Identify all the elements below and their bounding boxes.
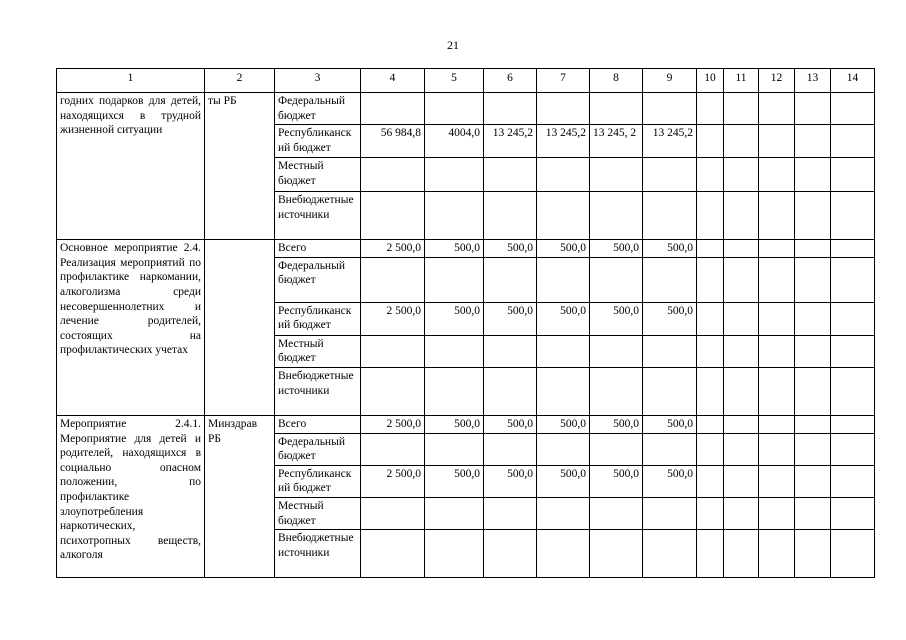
funding-source-cell: Всего [275,415,361,433]
amount-cell [361,367,425,415]
funding-source-cell: Внебюджетные источники [275,530,361,578]
amount-cell: 500,0 [537,302,590,335]
amount-cell: 500,0 [484,302,537,335]
amount-cell [425,257,484,302]
amount-cell [484,367,537,415]
empty-cell [795,530,831,578]
amount-cell [484,192,537,240]
amount-cell [643,192,697,240]
header-cell: 8 [590,69,643,93]
funding-source-cell: Внебюджетные источники [275,367,361,415]
funding-source-cell: Внебюджетные источники [275,192,361,240]
amount-cell: 500,0 [590,465,643,497]
empty-cell [759,240,795,258]
empty-cell [724,125,759,158]
measure-name-cell: Мероприятие 2.4.1. Мероприятие для детей и родителей, находящихся в социально опасном положении, по профилактике злоупотребления наркотических, психотропных веществ, алкоголя [57,415,205,577]
amount-cell [537,257,590,302]
executor-cell: Минздрав РБ [205,415,275,577]
amount-cell [484,497,537,529]
empty-cell [795,302,831,335]
empty-cell [831,192,875,240]
budget-table [56,68,875,578]
amount-cell [590,158,643,192]
empty-cell [831,465,875,497]
empty-cell [759,125,795,158]
amount-cell [484,158,537,192]
amount-cell: 500,0 [643,415,697,433]
header-cell: 3 [275,69,361,93]
funding-source-cell: Местный бюджет [275,335,361,367]
empty-cell [831,497,875,529]
amount-cell [537,192,590,240]
page-number: 21 [447,38,459,52]
amount-cell [484,335,537,367]
amount-cell [425,530,484,578]
amount-cell [361,93,425,125]
header-cell: 1 [57,69,205,93]
header-cell: 9 [643,69,697,93]
amount-cell [590,530,643,578]
header-cell: 10 [697,69,724,93]
amount-cell [643,158,697,192]
amount-cell [361,257,425,302]
amount-cell [425,367,484,415]
empty-cell [831,302,875,335]
amount-cell: 500,0 [537,240,590,258]
amount-cell: 2 500,0 [361,240,425,258]
empty-cell [795,257,831,302]
empty-cell [697,530,724,578]
amount-cell: 500,0 [643,465,697,497]
amount-cell [590,433,643,465]
amount-cell: 13 245,2 [537,125,590,158]
empty-cell [795,158,831,192]
funding-source-cell: Республиканский бюджет [275,465,361,497]
amount-cell: 500,0 [590,240,643,258]
amount-cell: 500,0 [590,302,643,335]
empty-cell [697,335,724,367]
measure-name-cell: годних подарков для детей, находящихся в трудной жизненной ситуации [57,93,205,240]
header-cell: 14 [831,69,875,93]
amount-cell [425,335,484,367]
empty-cell [724,302,759,335]
funding-source-cell: Республиканский бюджет [275,125,361,158]
amount-cell: 2 500,0 [361,302,425,335]
empty-cell [795,192,831,240]
amount-cell: 500,0 [425,240,484,258]
empty-cell [795,433,831,465]
amount-cell: 500,0 [537,465,590,497]
empty-cell [795,497,831,529]
empty-cell [697,465,724,497]
amount-cell: 500,0 [537,415,590,433]
empty-cell [724,240,759,258]
empty-cell [724,158,759,192]
header-cell: 12 [759,69,795,93]
empty-cell [724,367,759,415]
amount-cell: 500,0 [425,302,484,335]
executor-cell [205,240,275,416]
empty-cell [759,335,795,367]
funding-source-cell: Местный бюджет [275,158,361,192]
empty-cell [831,257,875,302]
amount-cell: 500,0 [484,415,537,433]
amount-cell: 2 500,0 [361,415,425,433]
empty-cell [697,367,724,415]
empty-cell [697,433,724,465]
amount-cell [537,158,590,192]
amount-cell [484,433,537,465]
empty-cell [831,240,875,258]
measure-name-cell: Основное мероприятие 2.4. Реализация мероприятий по профилактике наркомании, алкоголизма среди несовершеннолетних и лечение родителей, состоящих на профилактических учетах [57,240,205,416]
empty-cell [697,93,724,125]
empty-cell [795,465,831,497]
funding-source-cell: Федеральный бюджет [275,257,361,302]
funding-source-cell: Федеральный бюджет [275,93,361,125]
amount-cell [537,367,590,415]
empty-cell [724,257,759,302]
empty-cell [724,93,759,125]
empty-cell [795,335,831,367]
empty-cell [795,415,831,433]
empty-cell [724,192,759,240]
header-cell: 6 [484,69,537,93]
funding-source-cell: Всего [275,240,361,258]
amount-cell [643,335,697,367]
amount-cell [643,497,697,529]
amount-cell [361,335,425,367]
empty-cell [759,192,795,240]
funding-source-cell: Местный бюджет [275,497,361,529]
amount-cell [537,433,590,465]
empty-cell [759,530,795,578]
empty-cell [724,530,759,578]
empty-cell [759,433,795,465]
empty-cell [759,158,795,192]
amount-cell [643,93,697,125]
empty-cell [697,415,724,433]
amount-cell [361,497,425,529]
empty-cell [724,465,759,497]
amount-cell [361,433,425,465]
empty-cell [831,93,875,125]
amount-cell [537,497,590,529]
amount-cell: 500,0 [484,465,537,497]
amount-cell [484,257,537,302]
amount-cell [425,497,484,529]
header-cell: 11 [724,69,759,93]
header-cell: 7 [537,69,590,93]
empty-cell [697,302,724,335]
empty-cell [795,93,831,125]
empty-cell [697,240,724,258]
table-row [57,415,875,433]
amount-cell [425,192,484,240]
amount-cell: 500,0 [590,415,643,433]
amount-cell [537,93,590,125]
amount-cell [361,530,425,578]
table-body [57,69,875,578]
header-cell: 5 [425,69,484,93]
amount-cell: 13 245, 2 [590,125,643,158]
empty-cell [831,530,875,578]
amount-cell: 2 500,0 [361,465,425,497]
amount-cell: 13 245,2 [643,125,697,158]
funding-source-cell: Республиканский бюджет [275,302,361,335]
empty-cell [759,367,795,415]
empty-cell [697,192,724,240]
empty-cell [724,433,759,465]
empty-cell [697,158,724,192]
amount-cell [590,192,643,240]
amount-cell: 500,0 [425,465,484,497]
amount-cell [425,433,484,465]
amount-cell [643,530,697,578]
amount-cell [425,93,484,125]
amount-cell: 500,0 [643,302,697,335]
amount-cell [590,335,643,367]
empty-cell [759,497,795,529]
empty-cell [831,158,875,192]
empty-cell [831,125,875,158]
empty-cell [795,125,831,158]
empty-cell [724,497,759,529]
amount-cell [484,93,537,125]
amount-cell: 500,0 [425,415,484,433]
empty-cell [795,367,831,415]
empty-cell [759,257,795,302]
amount-cell: 500,0 [643,240,697,258]
amount-cell [590,257,643,302]
table-row [57,93,875,125]
amount-cell [484,530,537,578]
empty-cell [697,257,724,302]
amount-cell [361,158,425,192]
empty-cell [831,415,875,433]
empty-cell [697,125,724,158]
empty-cell [759,415,795,433]
header-cell: 4 [361,69,425,93]
amount-cell [590,367,643,415]
empty-cell [759,465,795,497]
amount-cell: 500,0 [484,240,537,258]
amount-cell [361,192,425,240]
table-row [57,240,875,258]
amount-cell [425,158,484,192]
header-row [57,69,875,93]
amount-cell [590,93,643,125]
amount-cell [643,257,697,302]
empty-cell [724,335,759,367]
amount-cell [643,433,697,465]
amount-cell [537,530,590,578]
amount-cell [537,335,590,367]
amount-cell: 4004,0 [425,125,484,158]
amount-cell [590,497,643,529]
amount-cell [643,367,697,415]
empty-cell [697,497,724,529]
amount-cell: 13 245,2 [484,125,537,158]
empty-cell [831,367,875,415]
empty-cell [724,415,759,433]
empty-cell [795,240,831,258]
empty-cell [831,433,875,465]
empty-cell [759,93,795,125]
empty-cell [759,302,795,335]
funding-source-cell: Федеральный бюджет [275,433,361,465]
executor-cell: ты РБ [205,93,275,240]
header-cell: 2 [205,69,275,93]
empty-cell [831,335,875,367]
header-cell: 13 [795,69,831,93]
amount-cell: 56 984,8 [361,125,425,158]
